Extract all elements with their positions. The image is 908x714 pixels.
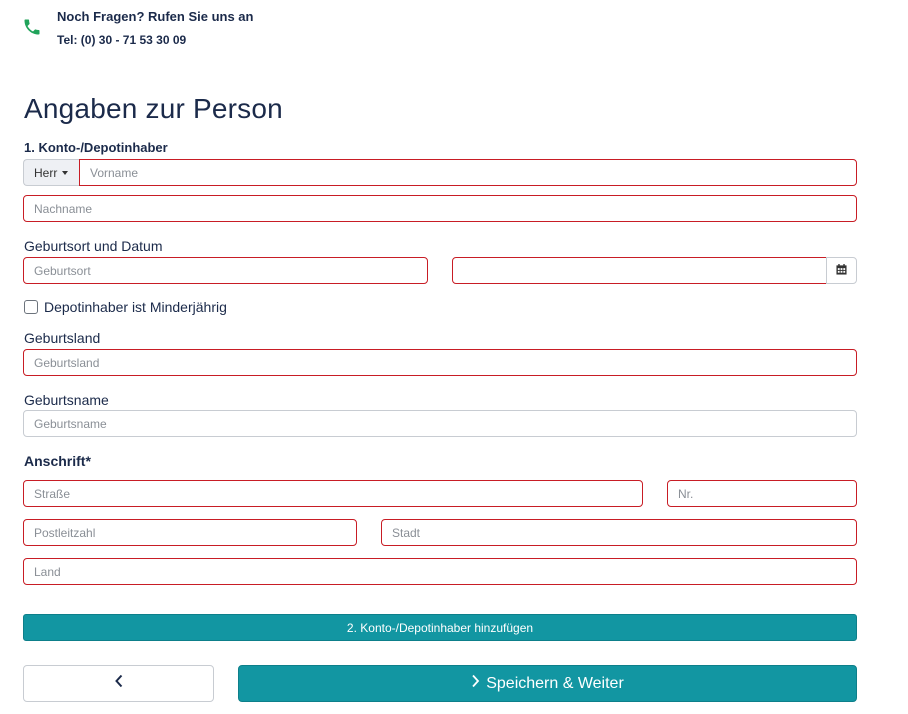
caret-down-icon — [62, 171, 68, 175]
birth-place-date-label: Geburtsort und Datum — [24, 238, 163, 254]
calendar-icon — [836, 262, 847, 280]
birth-place-input[interactable] — [24, 258, 427, 283]
minor-checkbox-row[interactable] — [24, 299, 227, 315]
phone-icon — [22, 17, 42, 37]
first-name-input[interactable] — [80, 160, 856, 185]
salutation-dropdown[interactable] — [23, 159, 80, 186]
birth-date-field[interactable] — [452, 257, 827, 284]
birth-name-field[interactable] — [23, 410, 857, 437]
house-number-field[interactable] — [667, 480, 857, 507]
birth-country-input[interactable] — [24, 350, 856, 375]
city-field[interactable] — [381, 519, 857, 546]
postal-code-field[interactable] — [23, 519, 357, 546]
house-number-input[interactable] — [668, 481, 856, 506]
hotline-phone-number: Tel: (0) 30 - 71 53 30 09 — [57, 33, 187, 47]
first-name-field[interactable] — [79, 159, 857, 186]
back-button[interactable] — [23, 665, 214, 702]
street-input[interactable] — [24, 481, 642, 506]
add-second-holder-label: 2. Konto-/Depotinhaber hinzufügen — [346, 620, 534, 635]
birth-country-label: Geburtsland — [24, 330, 101, 346]
country-field[interactable] — [23, 558, 857, 585]
save-continue-button[interactable] — [238, 665, 857, 702]
calendar-button[interactable] — [826, 257, 857, 284]
holder-label: 1. Konto-/Depotinhaber — [24, 140, 168, 155]
save-continue-label: Speichern & Weiter — [486, 674, 624, 692]
city-input[interactable] — [382, 520, 856, 545]
salutation-value: Herr — [34, 165, 58, 180]
birth-name-input[interactable] — [24, 411, 856, 436]
minor-checkbox[interactable] — [24, 300, 38, 314]
country-input[interactable] — [24, 559, 856, 584]
minor-checkbox-label: Depotinhaber ist Minderjährig — [44, 299, 227, 315]
birth-country-field[interactable] — [23, 349, 857, 376]
hotline-question: Noch Fragen? Rufen Sie uns an — [57, 9, 254, 24]
street-field[interactable] — [23, 480, 643, 507]
chevron-right-icon — [471, 674, 486, 693]
add-second-holder-button[interactable] — [23, 614, 857, 641]
birth-place-field[interactable] — [23, 257, 428, 284]
chevron-left-icon — [114, 674, 124, 693]
last-name-field[interactable] — [23, 195, 857, 222]
address-label: Anschrift* — [24, 453, 91, 469]
page-title: Angaben zur Person — [24, 93, 283, 124]
birth-name-label: Geburtsname — [24, 392, 109, 408]
postal-code-input[interactable] — [24, 520, 356, 545]
last-name-input[interactable] — [24, 196, 856, 221]
birth-date-input[interactable] — [453, 258, 826, 283]
